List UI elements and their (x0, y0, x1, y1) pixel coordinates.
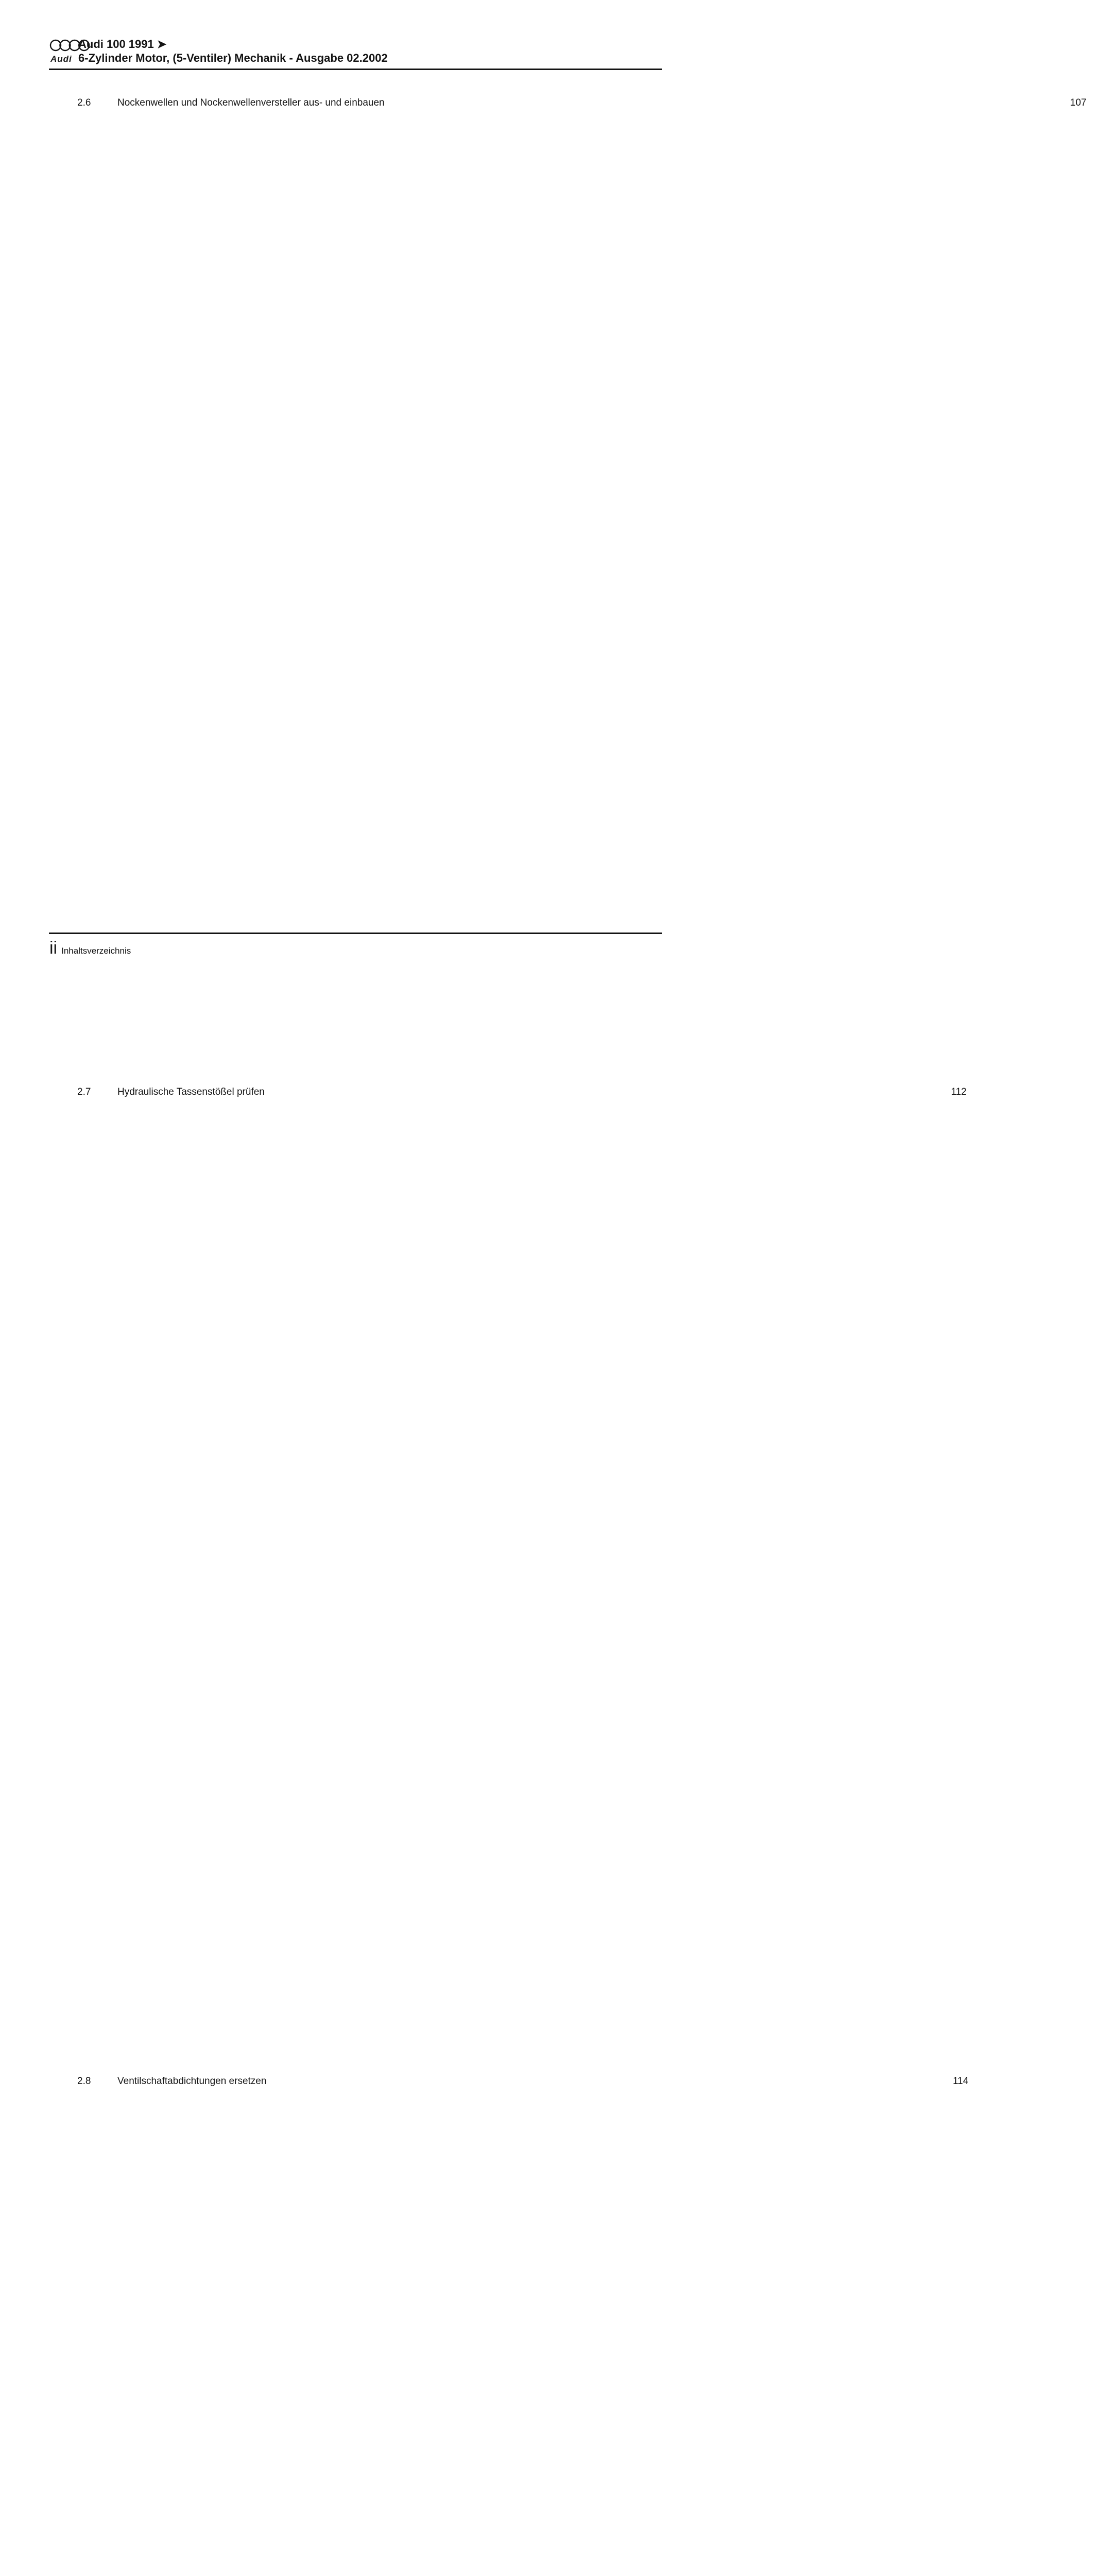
entry-number: 2.7 (77, 1087, 91, 1097)
entry-title: Nockenwellen und Nockenwellenversteller aus- und einbauen (117, 97, 385, 108)
entry-number: 2.8 (77, 2076, 91, 2087)
toc-entry-row (49, 2074, 969, 2576)
footer-divider (49, 933, 662, 934)
footer-page-number: ii (49, 938, 58, 958)
toc-entry-row (49, 96, 1087, 1085)
header-model-line: Audi 100 1991 ➤ (78, 38, 167, 50)
audi-wordmark: Audi (50, 54, 72, 64)
table-of-contents (49, 96, 1087, 2576)
page-footer (49, 938, 131, 958)
footer-label: Inhaltsverzeichnis (61, 946, 131, 956)
toc-entry-row (49, 1085, 967, 2074)
page-header (78, 37, 388, 65)
header-divider (49, 69, 662, 70)
header-subtitle-line: 6-Zylinder Motor, (5-Ventiler) Mechanik - Ausgabe 02.2002 (78, 52, 388, 64)
entry-page-number: 114 (269, 2074, 968, 2576)
entry-number: 2.6 (77, 97, 91, 108)
toc-entry-group (49, 96, 1087, 2576)
entry-page-number: 107 (388, 96, 1087, 1085)
entry-title: Hydraulische Tassenstößel prüfen (117, 1087, 265, 1097)
entry-page-number: 112 (268, 1085, 967, 2074)
entry-title: Ventilschaftabdichtungen ersetzen (117, 2076, 267, 2087)
